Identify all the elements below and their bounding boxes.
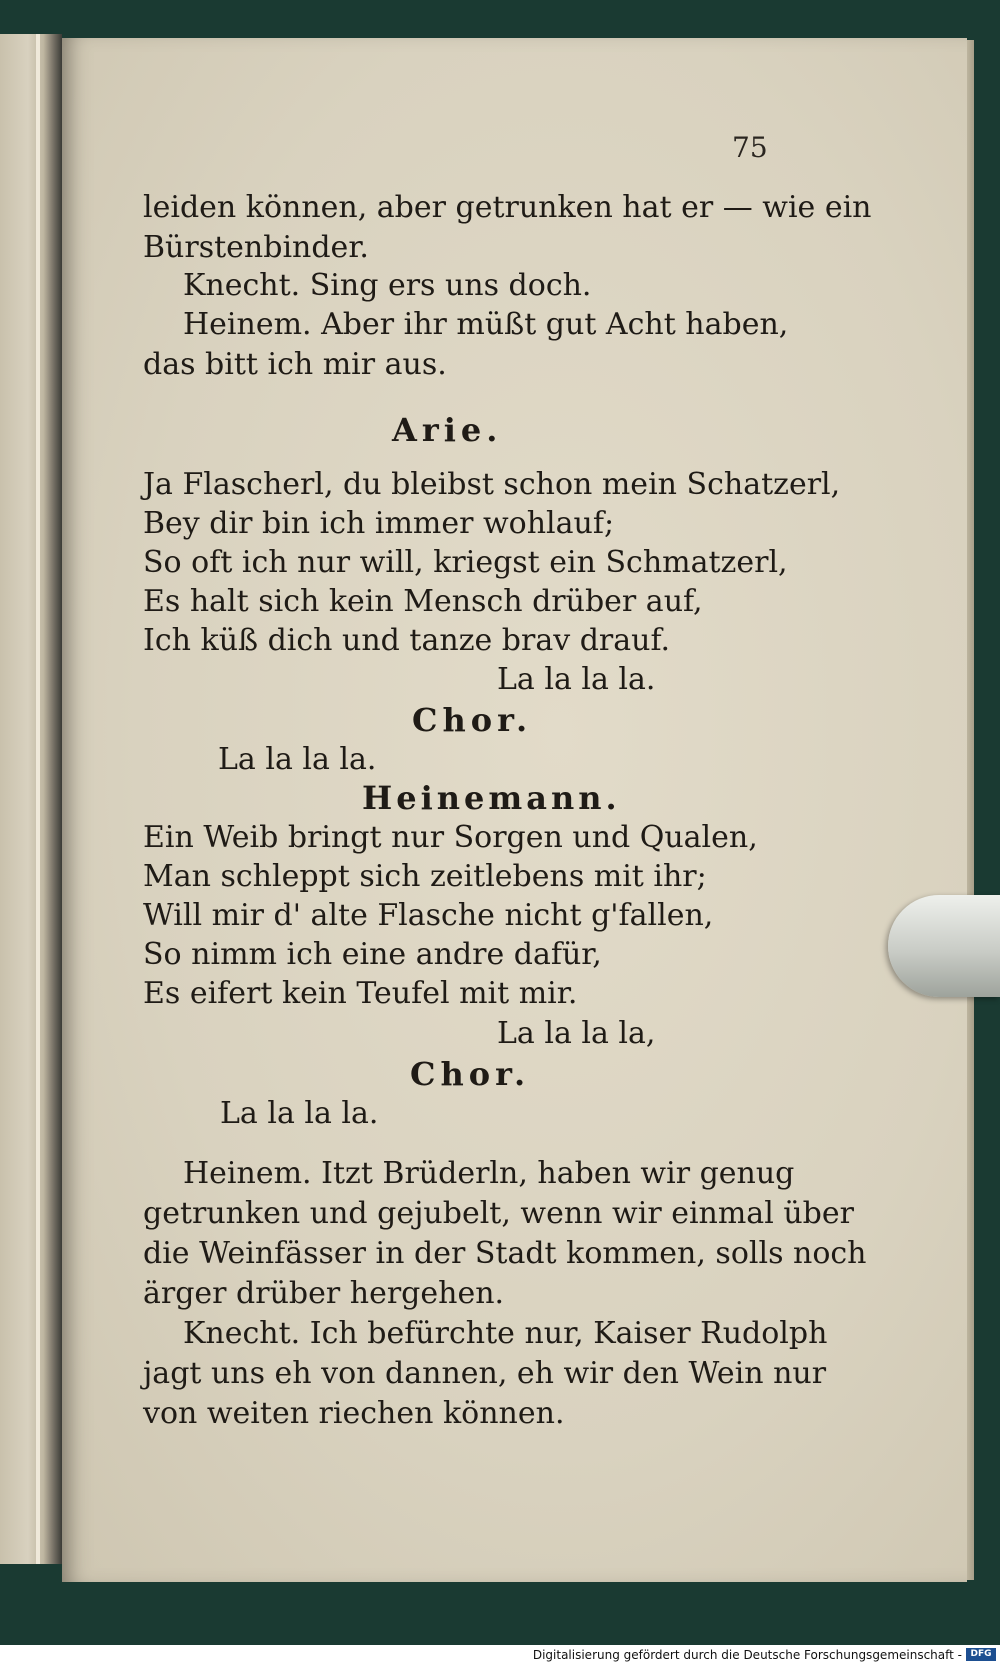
text-line: jagt uns eh von dannen, eh wir den Wein nur	[143, 1356, 827, 1391]
dialogue-line: Knecht. Ich befürchte nur, Kaiser Rudolph	[183, 1316, 828, 1351]
footer-bar	[0, 1645, 1000, 1663]
refrain-line: La la la la,	[497, 1016, 656, 1051]
speaker-heading: Heinemann.	[362, 779, 621, 817]
text-line: leiden können, aber getrunken hat er — wie ein	[143, 190, 872, 225]
chorus-line: La la la la.	[218, 742, 377, 777]
verse-line: So nimm ich eine andre dafür,	[143, 937, 602, 972]
page-marker-tab	[888, 895, 1000, 997]
dialogue-line: Heinem. Itzt Brüderln, haben wir genug	[183, 1156, 795, 1191]
text-line: getrunken und gejubelt, wenn wir einmal über	[143, 1196, 854, 1231]
left-page-margin	[0, 34, 62, 1564]
refrain-line: La la la la.	[497, 662, 656, 697]
text-line: die Weinfässer in der Stadt kommen, solls noch	[143, 1236, 867, 1271]
verse-line: So oft ich nur will, kriegst ein Schmatzerl,	[143, 545, 788, 580]
dialogue-line: Knecht. Sing ers uns doch.	[183, 268, 592, 303]
dialogue-line: Heinem. Aber ihr müßt gut Acht haben,	[183, 307, 789, 342]
text-line: von weiten riechen können.	[143, 1396, 565, 1431]
text-line: das bitt ich mir aus.	[143, 347, 447, 382]
text-line: ärger drüber hergehen.	[143, 1276, 505, 1311]
verse-line: Bey dir bin ich immer wohlauf;	[143, 506, 615, 541]
section-heading-arie: Arie.	[392, 411, 503, 449]
text-line: Bürstenbinder.	[143, 230, 369, 265]
verse-line: Will mir d' alte Flasche nicht g'fallen,	[143, 898, 714, 933]
chorus-line: La la la la.	[220, 1096, 379, 1131]
page-number: 75	[732, 131, 768, 164]
funding-notice: Digitalisierung gefördert durch die Deutsche Forschungsgemeinschaft -	[532, 1648, 962, 1662]
verse-line: Ein Weib bringt nur Sorgen und Qualen,	[143, 820, 758, 855]
dfg-logo-icon: DFG	[966, 1648, 996, 1661]
verse-line: Ich küß dich und tanze brav drauf.	[143, 623, 671, 658]
section-heading-chor: Chor.	[412, 701, 533, 739]
page-crease	[36, 34, 40, 1564]
verse-line: Ja Flascherl, du bleibst schon mein Schatzerl,	[143, 467, 841, 502]
verse-line: Man schleppt sich zeitlebens mit ihr;	[143, 859, 707, 894]
section-heading-chor: Chor.	[410, 1055, 531, 1093]
verse-line: Es eifert kein Teufel mit mir.	[143, 976, 578, 1011]
verse-line: Es halt sich kein Mensch drüber auf,	[143, 584, 703, 619]
